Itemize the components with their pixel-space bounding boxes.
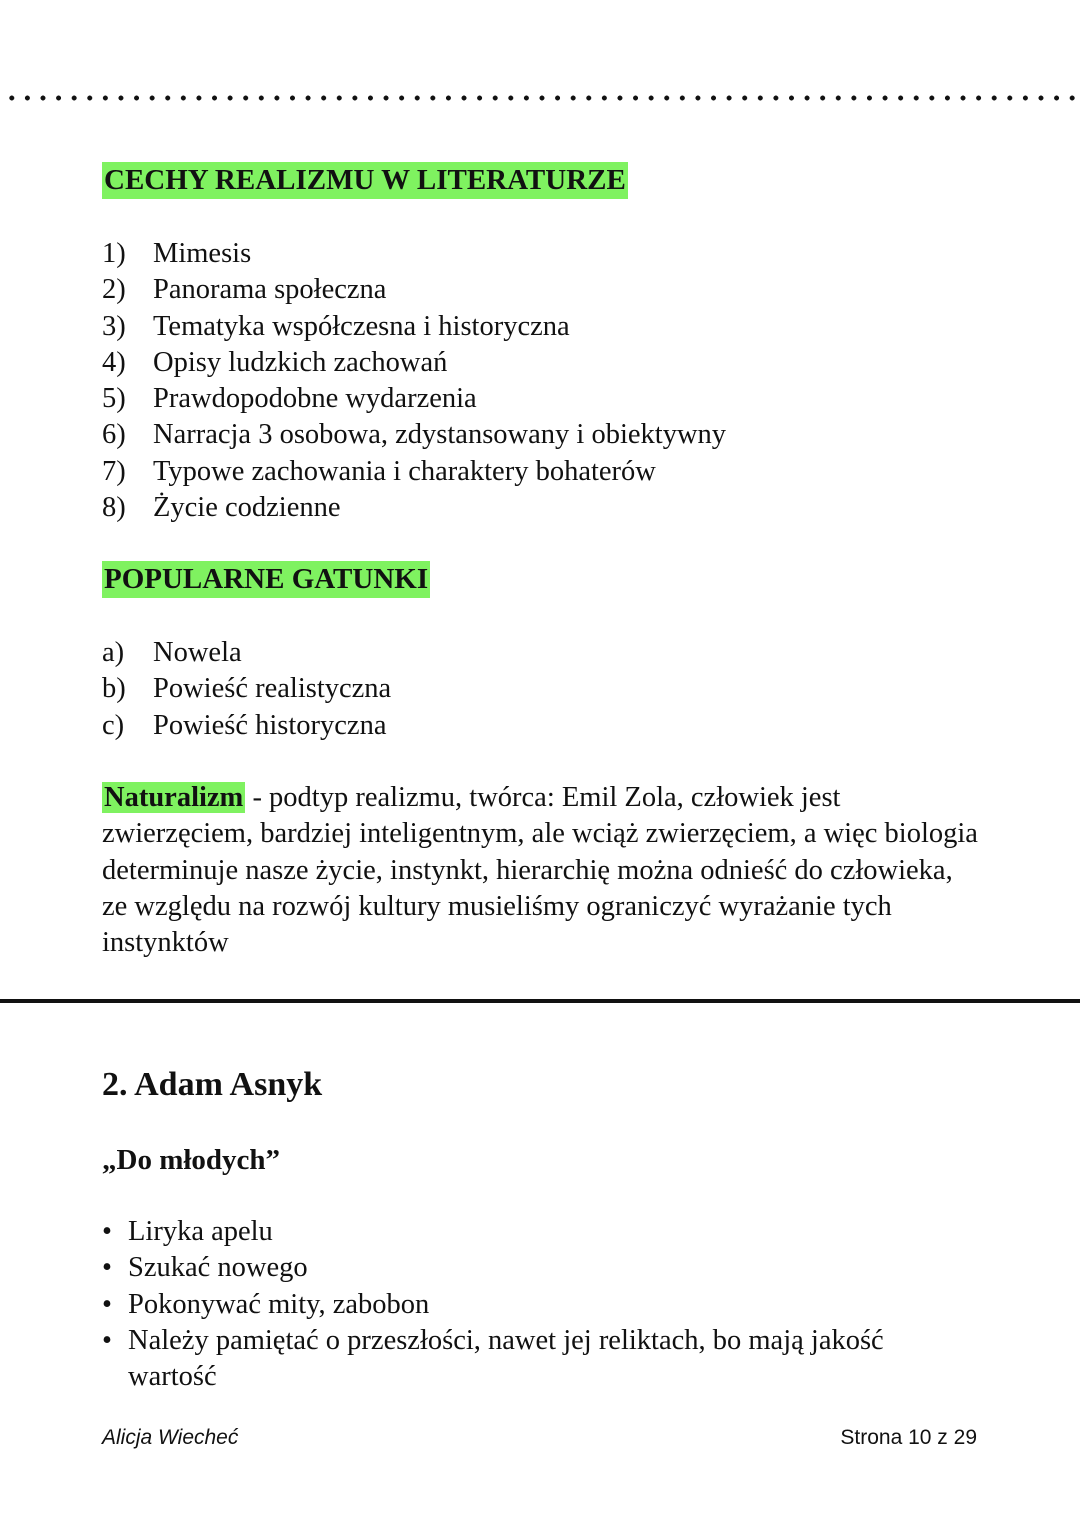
bullet-icon: • [102, 1288, 112, 1320]
bullet-icon: • [102, 1324, 112, 1356]
footer-page-number: Strona 10 z 29 [840, 1426, 977, 1449]
footer-author: Alicja Wiecheć [102, 1426, 239, 1449]
list-item: a) Nowela [102, 637, 242, 668]
list-item: 8) Życie codzienne [102, 492, 341, 524]
popular-genres-list [102, 635, 391, 744]
list-item: c) Powieść historyczna [102, 709, 387, 741]
list-item: • Szukać nowego [102, 1250, 972, 1286]
naturalism-definition: - podtyp realizmu, twórca: Emil Zola, człowiek jest zwierzęciem, bardziej inteligentnym, ale wciąż zwierzęciem, a więc biologia determinuje nasze życie, instynkt, hierarchię można odnieść do człowieka, ze względu na rozwój kultury musieliśmy ograniczyć wyrażanie tych instynktów [102, 782, 978, 959]
poem-notes-list [102, 1214, 972, 1395]
list-item: 1) Mimesis [102, 238, 252, 269]
section-heading-realism-features: CECHY REALIZMU W LITERATURZE [102, 162, 628, 199]
list-item: 4) Opisy ludzkich zachowań [102, 346, 448, 378]
realism-features-list [102, 236, 726, 526]
bullet-icon: • [102, 1216, 112, 1247]
list-item: 3) Tematyka współczesna i historyczna [102, 310, 570, 342]
poem-title: „Do młodych” [102, 1144, 281, 1176]
section-heading-popular-genres: POPULARNE GATUNKI [102, 561, 430, 598]
bullet-icon: • [102, 1252, 112, 1284]
list-item: • Liryka apelu [102, 1214, 972, 1250]
dotted-divider [0, 94, 1080, 102]
naturalism-paragraph [102, 780, 982, 961]
list-item: • Pokonywać mity, zabobon [102, 1287, 972, 1323]
naturalism-term: Naturalizm [104, 782, 244, 813]
chapter-title: 2. Adam Asnyk [102, 1066, 323, 1103]
section-divider [0, 999, 1080, 1003]
list-item: 5) Prawdopodobne wydarzenia [102, 383, 477, 415]
list-item: • Należy pamiętać o przeszłości, nawet jej reliktach, bo mają jakość wartość [102, 1323, 972, 1396]
list-item: 2) Panorama społeczna [102, 274, 387, 306]
list-item: 7) Typowe zachowania i charaktery bohaterów [102, 455, 656, 487]
list-item: 6) Narracja 3 osobowa, zdystansowany i obiektywny [102, 419, 727, 451]
list-item: b) Powieść realistyczna [102, 673, 392, 705]
